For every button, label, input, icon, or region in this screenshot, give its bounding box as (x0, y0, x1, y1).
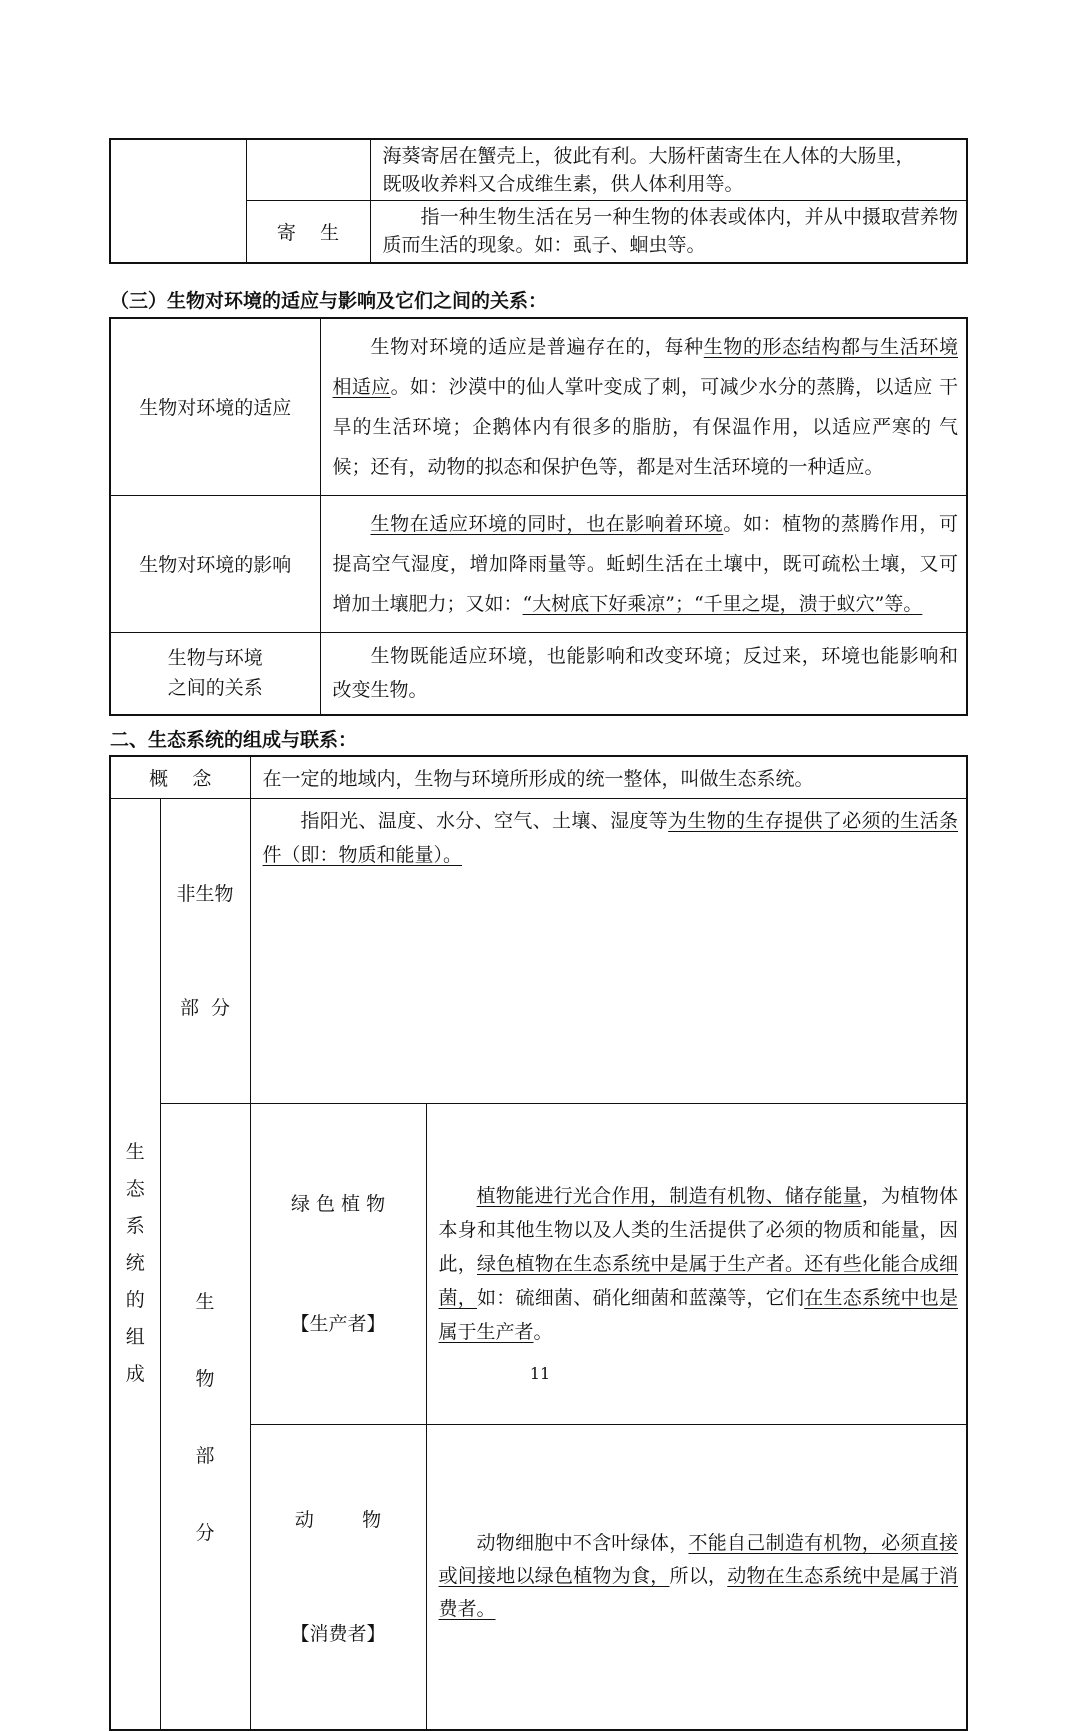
parasitism-text: 指一种生物生活在另一种生物的体表或体内，并从中摄取营养物质而生活的现象。如：虱子、蛔虫等。 (370, 201, 967, 263)
composition-label: 生态系统的组成 (125, 1141, 145, 1385)
consumer-underline-2: 动物在生态系统中是属于消费者。 (438, 1565, 958, 1620)
concept-label: 概 念 (110, 756, 250, 798)
producer-underline-3: 在生态系统中也是属于生产者 (438, 1286, 958, 1343)
table-row (110, 318, 967, 495)
adaptation-text (320, 318, 967, 495)
abiotic-text-1: 指阳光、温度、水分、空气、土壤、湿度等 (300, 809, 669, 832)
empty-cell (246, 139, 370, 201)
consumer-label-line2: 【消费者】 (290, 1622, 386, 1645)
producer-text-1: ，为植物体本身和其他生物以及人类的生活提供了必须的物质和能量，因此， (438, 1184, 958, 1275)
table-symbiosis (109, 138, 968, 264)
table-ecosystem (109, 755, 968, 1731)
influence-text-1: 。如：植物的蒸腾作用，可提高空气湿度，增加降雨量等。蚯蚓生活在土壤中，既可疏松土壤，又可增加土壤肥力；又如： (332, 512, 958, 615)
composition-label-cell (110, 798, 160, 1730)
concept-text: 在一定的地域内，生物与环境所形成的统一整体，叫做生态系统。 (250, 756, 967, 798)
producer-label-line1: 绿 色 植 物 (290, 1192, 386, 1215)
adaptation-label: 生物对环境的适应 (110, 318, 320, 495)
influence-label: 生物对环境的影响 (110, 495, 320, 632)
biotic-label-char-1: 生 (195, 1291, 215, 1313)
biotic-label-cell (160, 1103, 250, 1730)
section2-heading: 二、生态系统的组成与联系： (110, 729, 358, 751)
mutualism-cell (370, 139, 967, 201)
table-row (110, 756, 967, 798)
relationship-label-line2: 之间的关系 (167, 677, 263, 700)
consumer-underline-1: 不能自己制造有机物，必须直接或间接地以绿色植物为食， (438, 1532, 958, 1587)
abiotic-text (250, 798, 967, 1103)
biotic-label-char-3: 部 (195, 1445, 215, 1467)
parasitism-label: 寄 生 (246, 201, 370, 263)
consumer-text-2: 所以， (669, 1565, 728, 1587)
abiotic-underline-1: 为生物的生存提供了必须的生活条件（即：物质和能量）。 (262, 809, 958, 866)
influence-text (320, 495, 967, 632)
consumer-label (250, 1424, 426, 1730)
producer-underline-2: 绿色植物在生态系统中是属于生产者。还有些化能合成细菌， (438, 1252, 958, 1309)
adaptation-underline-1: 生物的形态结构都与生活环境相适应 (332, 335, 958, 398)
relationship-label-line1: 生物与环境 (167, 647, 263, 670)
producer-label-line2: 【生产者】 (290, 1312, 386, 1335)
biotic-label-char-4: 分 (195, 1522, 215, 1544)
influence-underline-1: 生物在适应环境的同时，也在影响着环境 (370, 512, 724, 535)
adaptation-text-2: 。如：沙漠中的仙人掌叶变成了刺，可减少水分的蒸腾，以适应 干旱的生活环境；企鹅体内有很多的脂肪，有保温作用，以适应严寒的 气候；还有，动物的拟态和保护色等，都是对生活环境的一种适应。 (332, 375, 958, 478)
mutualism-text-line2: 既吸收养料又合成维生素，供人体利用等。 (382, 173, 744, 195)
section3-heading: （三）生物对环境的适应与影响及它们之间的关系： (110, 290, 548, 312)
consumer-label-line1: 动 物 (294, 1508, 382, 1531)
consumer-text-1: 动物细胞中不含叶绿体， (476, 1532, 689, 1554)
mutualism-text-line1: 海葵寄居在蟹壳上，彼此有利。大肠杆菌寄生在人体的大肠里， (382, 145, 915, 167)
table-row (110, 139, 967, 201)
biotic-label-char-2: 物 (195, 1368, 215, 1390)
influence-underline-2: “大树底下好乘凉”；“千里之堤，溃于蚁穴”等。 (522, 592, 923, 615)
table-row (110, 798, 967, 1103)
abiotic-label-line1: 非生物 (176, 882, 234, 905)
abiotic-label (160, 798, 250, 1103)
producer-text-3: 。 (533, 1320, 553, 1343)
table-adaptation (109, 317, 968, 716)
producer-underline-1: 植物能进行光合作用，制造有机物、储存能量 (476, 1184, 862, 1207)
page-number: 11 (529, 1364, 551, 1383)
table-row (110, 495, 967, 632)
consumer-text (426, 1424, 967, 1730)
table-row (110, 632, 967, 715)
relationship-text: 生物既能适应环境，也能影响和改变环境；反过来，环境也能影响和改变生物。 (320, 632, 967, 715)
relationship-label (110, 632, 320, 715)
producer-text-2: 如：硫细菌、硝化细菌和蓝藻等，它们 (477, 1286, 805, 1309)
adaptation-text-1: 生物对环境的适应是普遍存在的，每种 (370, 335, 704, 358)
abiotic-label-line2: 部 分 (179, 996, 231, 1019)
empty-cell (110, 139, 246, 263)
